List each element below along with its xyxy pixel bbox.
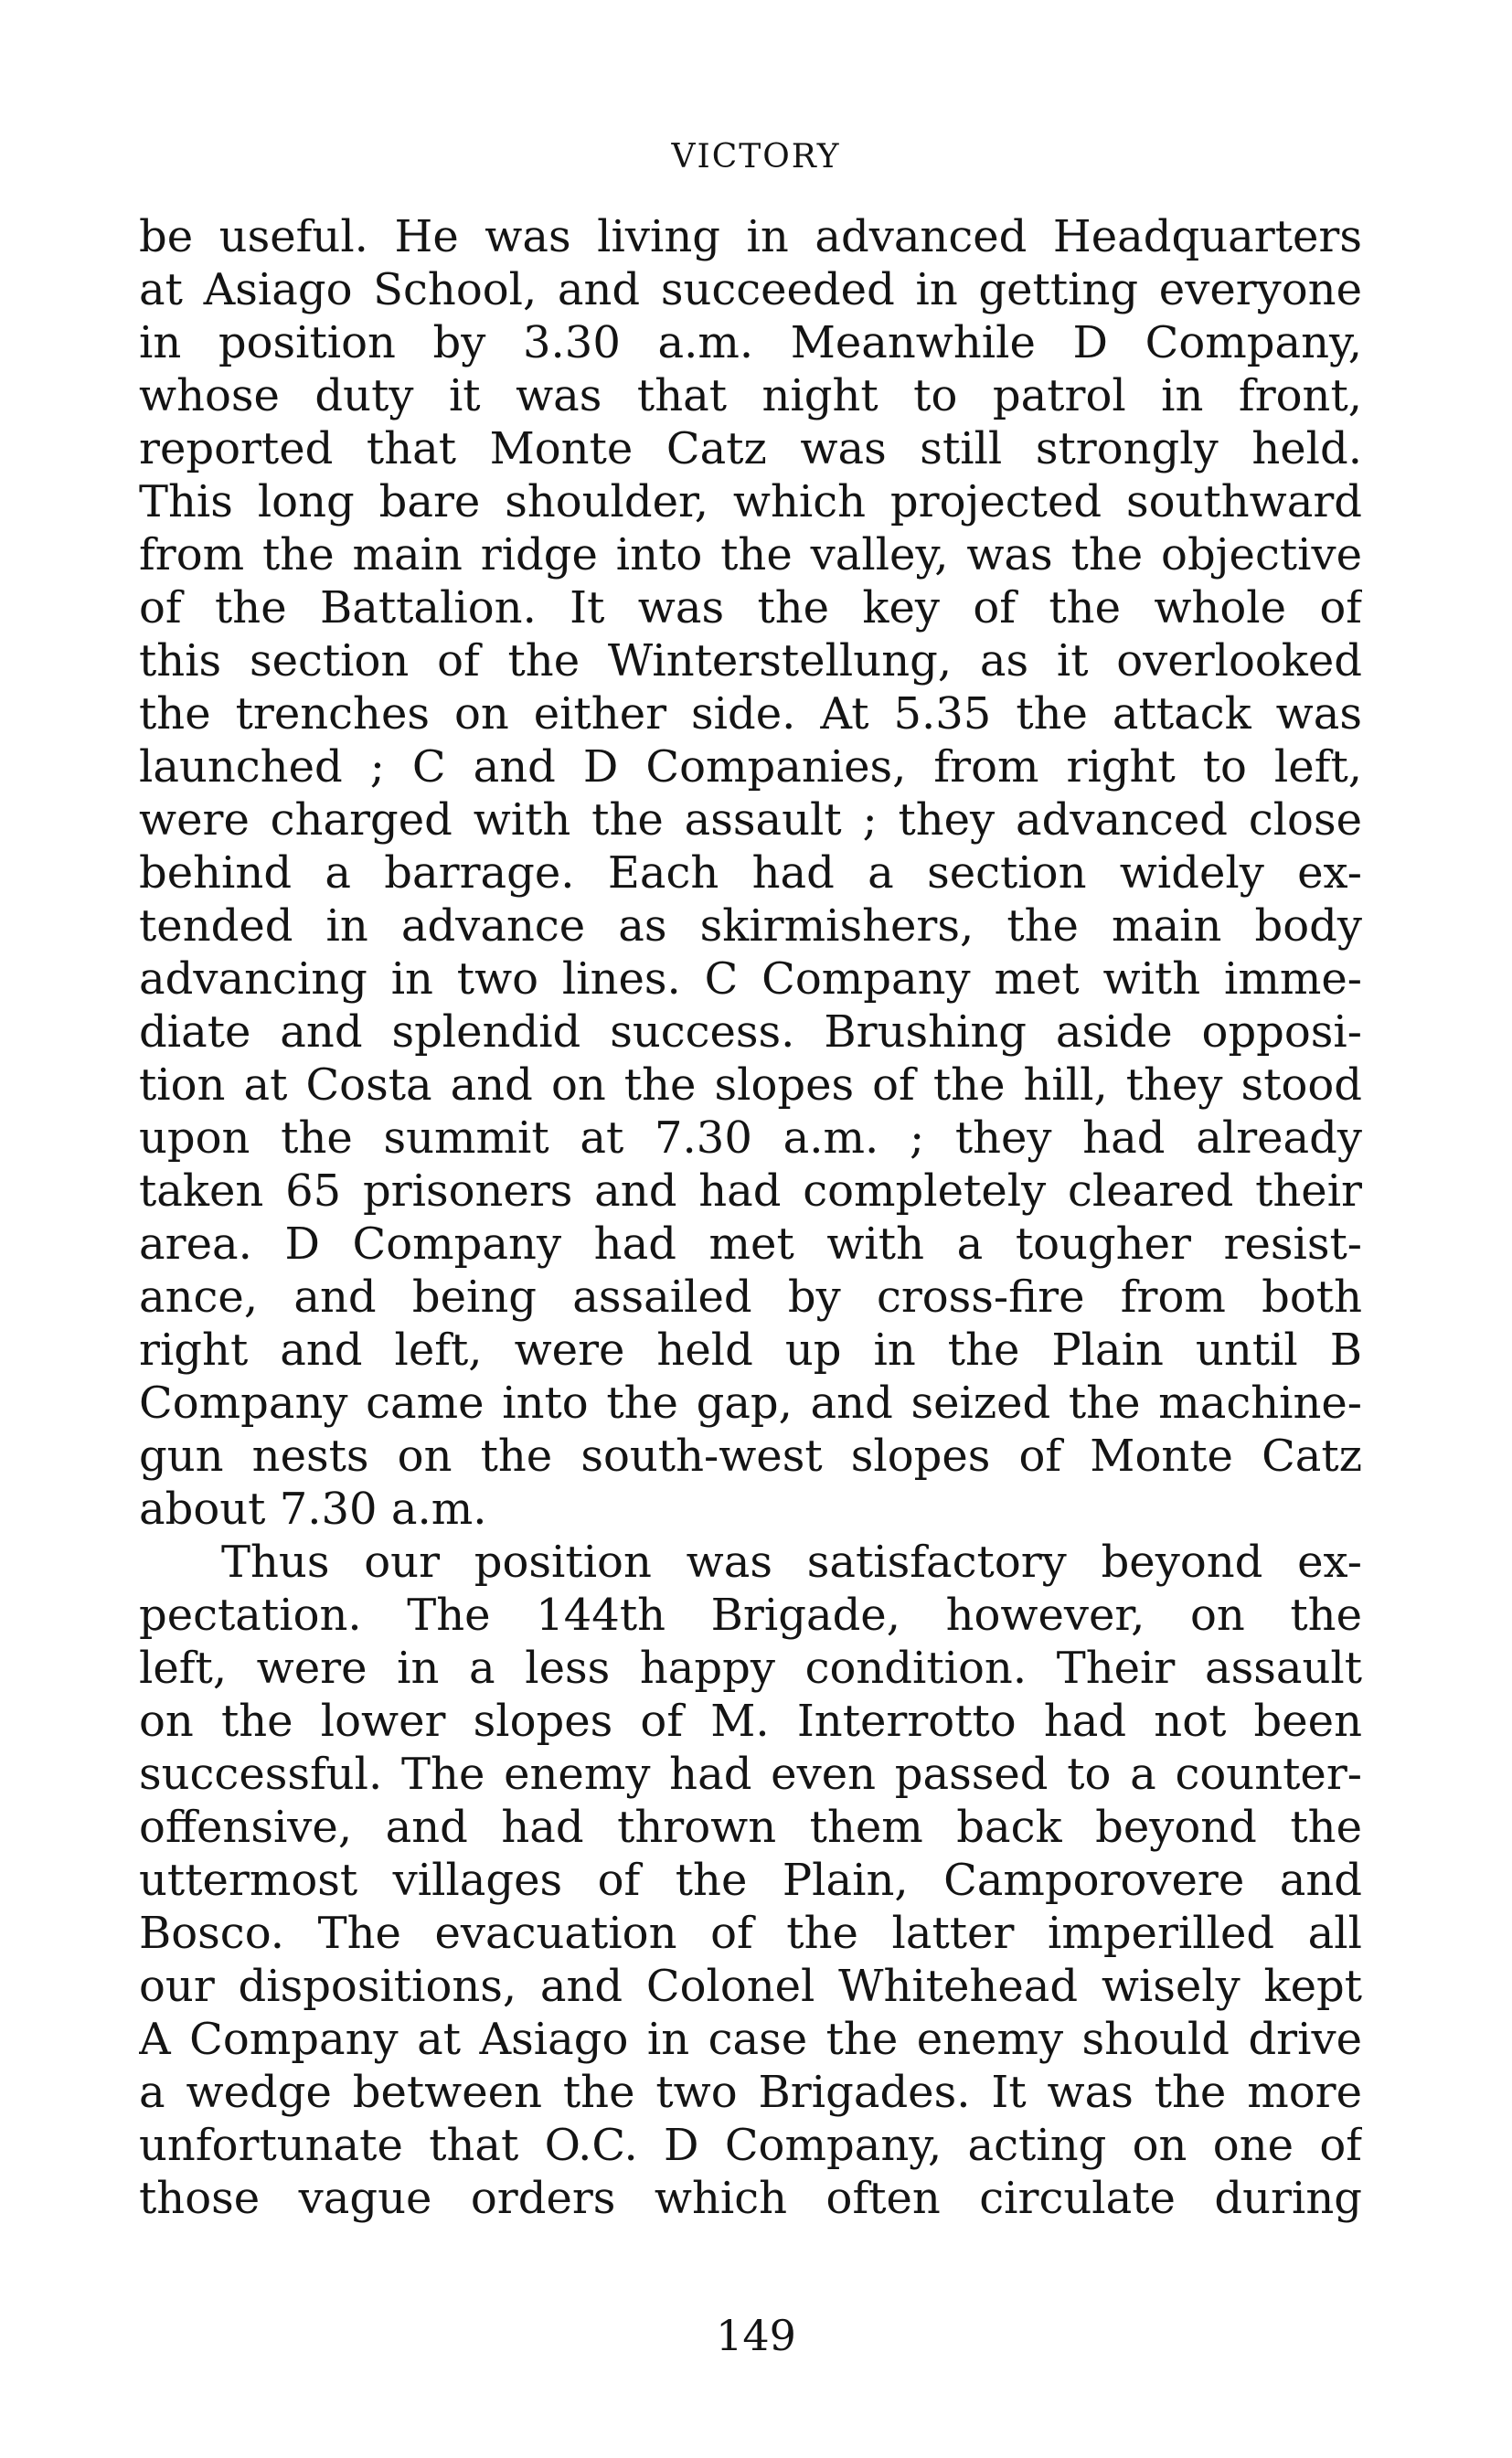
paragraph-start-line: Thus our position was satisfactory beyond ex- [221, 1537, 1362, 1588]
text-line: gun nests on the south-west slopes of Monte Catz [139, 1431, 1362, 1482]
text-line: whose duty it was that night to patrol in front, [139, 370, 1362, 421]
body-text [139, 210, 1362, 2225]
text-line: diate and splendid success. Brushing aside opposi- [139, 1006, 1362, 1058]
text-line: the trenches on either side. At 5.35 the attack was [139, 688, 1362, 740]
text-line: our dispositions, and Colonel Whitehead wisely kept [139, 1961, 1362, 2012]
text-line: left, were in a less happy condition. Their assault [139, 1643, 1362, 1694]
text-line: reported that Monte Catz was still strongly held. [139, 423, 1362, 474]
text-line: This long bare shoulder, which projected southward [139, 476, 1362, 527]
text-line: unfortunate that O.C. D Company, acting on one of [139, 2120, 1362, 2171]
text-line: at Asiago School, and succeeded in getting everyone [139, 264, 1362, 315]
text-line: a wedge between the two Brigades. It was the more [139, 2067, 1362, 2118]
text-line: A Company at Asiago in case the enemy should drive [139, 2014, 1362, 2065]
text-line: pectation. The 144th Brigade, however, on the [139, 1590, 1362, 1641]
page-number: 149 [716, 2311, 796, 2360]
text-line: on the lower slopes of M. Interrotto had not been [139, 1696, 1362, 1747]
text-line: offensive, and had thrown them back beyond the [139, 1802, 1362, 1853]
text-line: area. D Company had met with a tougher resist- [139, 1218, 1362, 1270]
text-line: advancing in two lines. C Company met with imme- [139, 953, 1362, 1005]
paragraph-end-line: about 7.30 a.m. [139, 1484, 487, 1535]
text-line: those vague orders which often circulate during [139, 2173, 1362, 2224]
text-line: taken 65 prisoners and had completely cleared their [139, 1165, 1362, 1217]
text-line: uttermost villages of the Plain, Camporovere and [139, 1855, 1362, 1906]
text-line: Company came into the gap, and seized the machine- [139, 1378, 1362, 1429]
running-head: VICTORY [671, 138, 841, 176]
text-line: successful. The enemy had even passed to a counter- [139, 1749, 1362, 1800]
text-line: upon the summit at 7.30 a.m. ; they had already [139, 1112, 1362, 1164]
text-line: ance, and being assailed by cross-fire from both [139, 1272, 1362, 1323]
text-line: behind a barrage. Each had a section widely ex- [139, 847, 1362, 899]
text-line: tended in advance as skirmishers, the main body [139, 900, 1362, 952]
text-line: from the main ridge into the valley, was the objective [139, 529, 1362, 580]
text-line: this section of the Winterstellung, as it overlooked [139, 635, 1362, 686]
text-line: of the Battalion. It was the key of the whole of [139, 582, 1362, 633]
text-line: right and left, were held up in the Plain until B [139, 1325, 1362, 1376]
text-line: in position by 3.30 a.m. Meanwhile D Company, [139, 317, 1362, 368]
text-line: launched ; C and D Companies, from right to left, [139, 741, 1362, 793]
text-line: were charged with the assault ; they advanced close [139, 794, 1362, 846]
text-line: be useful. He was living in advanced Headquarters [139, 211, 1362, 262]
text-line: tion at Costa and on the slopes of the hill, they stood [139, 1059, 1362, 1111]
text-line: Bosco. The evacuation of the latter imperilled all [139, 1908, 1362, 1959]
